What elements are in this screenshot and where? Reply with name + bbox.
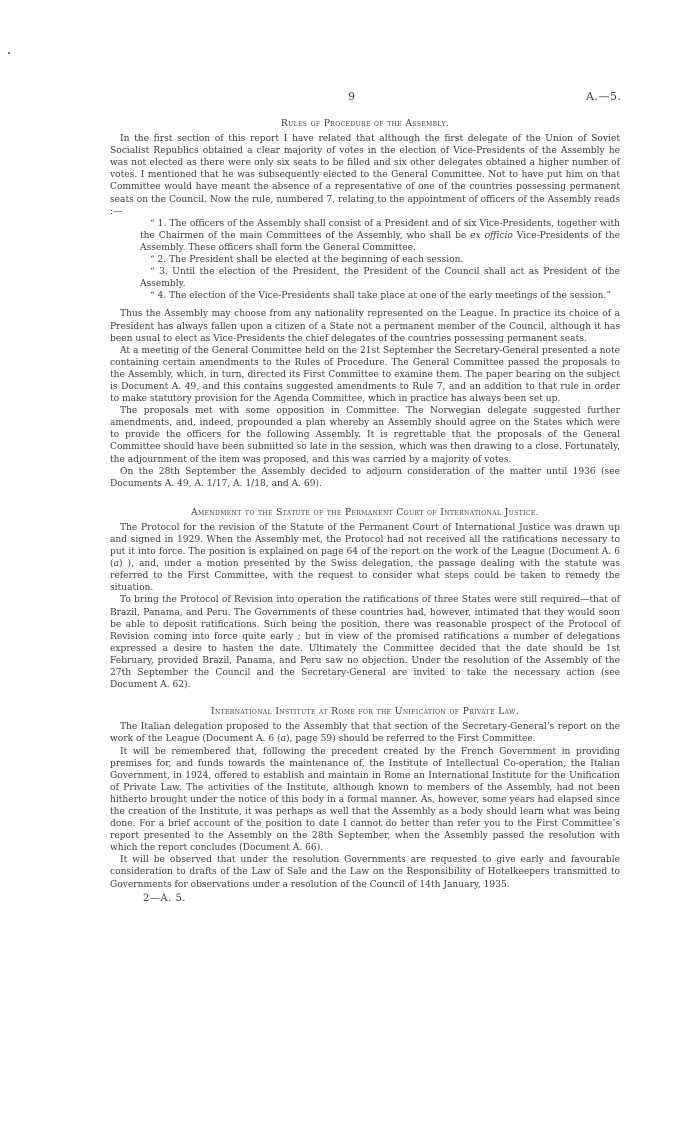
paragraph: The Italian delegation proposed to the Assembly that that section of the Secretary-General’s report on the work of the League (Document A. 6 (a), page 59) should be referred to the First Committee. [110,722,620,745]
margin-mark [8,52,10,54]
paragraph: To bring the Protocol of Revision into operation the ratifications of three States were still required—that of Brazil, Panama, and Peru. The Governments of these countries had, however, intimated that they would soon be able to deposit ratifications. Such being the position, there was reasonable prospect of the Protocol of Revision coming into force quite early ; but in view of the promised ratifications a number of delegations expressed a desire to hasten the date. Ultimately the Committee decided that the date should be 1st February, provided Brazil, Panama, and Peru saw no objection. Under the resolution of the Assembly of the 27th September the Council and the Secretary-General are invited to take the necessary action (see Document A. 62). [110,595,620,691]
section-heading-rules: Rules of Procedure of the Assembly. [280,118,450,129]
paragraph: Thus the Assembly may choose from any nationality represented on the League. In practice its choice of a President has always fallen upon a citizen of a State not a permanent member of the Council, although it has been usual to elect as Vice-Presidents the chief delegates of the countries possessing permanent seats. [110,309,620,344]
section-heading-court: Amendment to the Statute of the Permanent Court of International Justice. [191,506,539,518]
paragraph: It will be remembered that, following the precedent created by the French Government in providing premises for, and funds towards the maintenance of, the Institute of Intellectual Co-operation, the Italian Government, in 1924, offered to establish and maintain in Rome an International Institute for the Unification of Private Law. The activities of the Institute, although known to members of the Assembly, had not been hitherto brought under the notice of this body in a formal manner. As, however, some years had elapsed since the creation of the Institute, it was perhaps as well that the Assembly as a body should learn what was being done. For a brief account of the position to date I cannot do better than refer you to the First Committee’s report presented to the Assembly on the 28th September, when the Assembly passed the resolution with which the report concludes (Document A. 66). [110,746,620,854]
signature-mark: 2—A. 5. [143,892,186,904]
paragraph: On the 28th September the Assembly decided to adjourn consideration of the matter until 1936 (see Documents A. 49, A. 1/17, A. 1/18, and A. 69). [110,466,620,489]
document-reference: A.—5. [586,90,622,103]
quoted-rule [140,218,620,303]
paragraph: The proposals met with some opposition in Committee. The Norwegian delegate suggested further amendments, and, indeed, propounded a plan whereby an Assembly should agree on the States which were to provide the officers for the following Assembly. It is regrettable that the proposals of the General Committee should have been submitted so late in the session, which was then drawing to a close. Fortunately, the adjournment of the item was proposed, and this was carried by a majority of votes. [110,406,620,465]
paragraph: The Protocol for the revision of the Statute of the Permanent Court of International Justice was drawn up and signed in 1929. When the Assembly met, the Protocol had not received all the ratifications necessary to put it into force. The position is explained on page 64 of the report on the work of the League (Document A. 6 (a) ), and, under a motion presented by the Swiss delegation, the passage dealing with the statute was referred to the First Committee, with the request to consider what steps could be taken to remedy the situation. [110,522,620,594]
paragraph: It will be observed that under the resolution Governments are requested to give early and favourable consideration to drafts of the Law of Sale and the Law on the Responsibility of Hotelkeepers transmitted to Governments for observations under a resolution of the Council of 14th January, 1935. [110,855,620,890]
quote-clause-1: “ 1. The officers of the Assembly shall consist of a President and of six Vice-Presidents, together with the Chairmen of the main Committees of the Assembly, who shall be ex officio Vice-Presidents of the Assembly. These officers shall form the General Committee. [140,218,620,253]
quote-clause-4: “ 4. The election of the Vice-Presidents shall take place at one of the early meetings of the session.” [150,291,611,302]
page-body [110,118,620,905]
page-header [0,90,700,106]
section-heading-institute: International Institute at Rome for the Unification of Private Law. [210,706,520,718]
paragraph: At a meeting of the General Committee held on the 21st September the Secretary-General presented a note containing certain amendments to the Rules of Procedure. The General Committee passed the proposals to the Assembly, which, in turn, directed its First Committee to examine them. The paper bearing on the subject is Document A. 49, and this contains suggested amendments to Rule 7, and an addition to that rule in order to make statutory provision for the Agenda Committee, which in practice has always been set up. [110,345,620,405]
paragraph: In the first section of this report I have related that although the first delegate of the Union of Soviet Socialist Republics obtained a clear majority of votes in the election of Vice-Presidents of the Assembly he was not elected as there were only six seats to be filled and six other delegates obtained a higher number of votes. I mentioned that he was subsequently elected to the General Committee. Not to have put him on that Committee would have meant the absence of a representative of one of the countries possessing permanent seats on the Council. Now the rule, numbered 7, relating to the appointment of officers of the Assembly reads :— [110,134,620,217]
quote-clause-2: “ 2. The President shall be elected at the beginning of each session. [150,255,464,266]
page-number: 9 [348,90,355,103]
quote-clause-3: “ 3. Until the election of the President, the President of the Council shall act as President of the Assembly. [140,267,620,290]
